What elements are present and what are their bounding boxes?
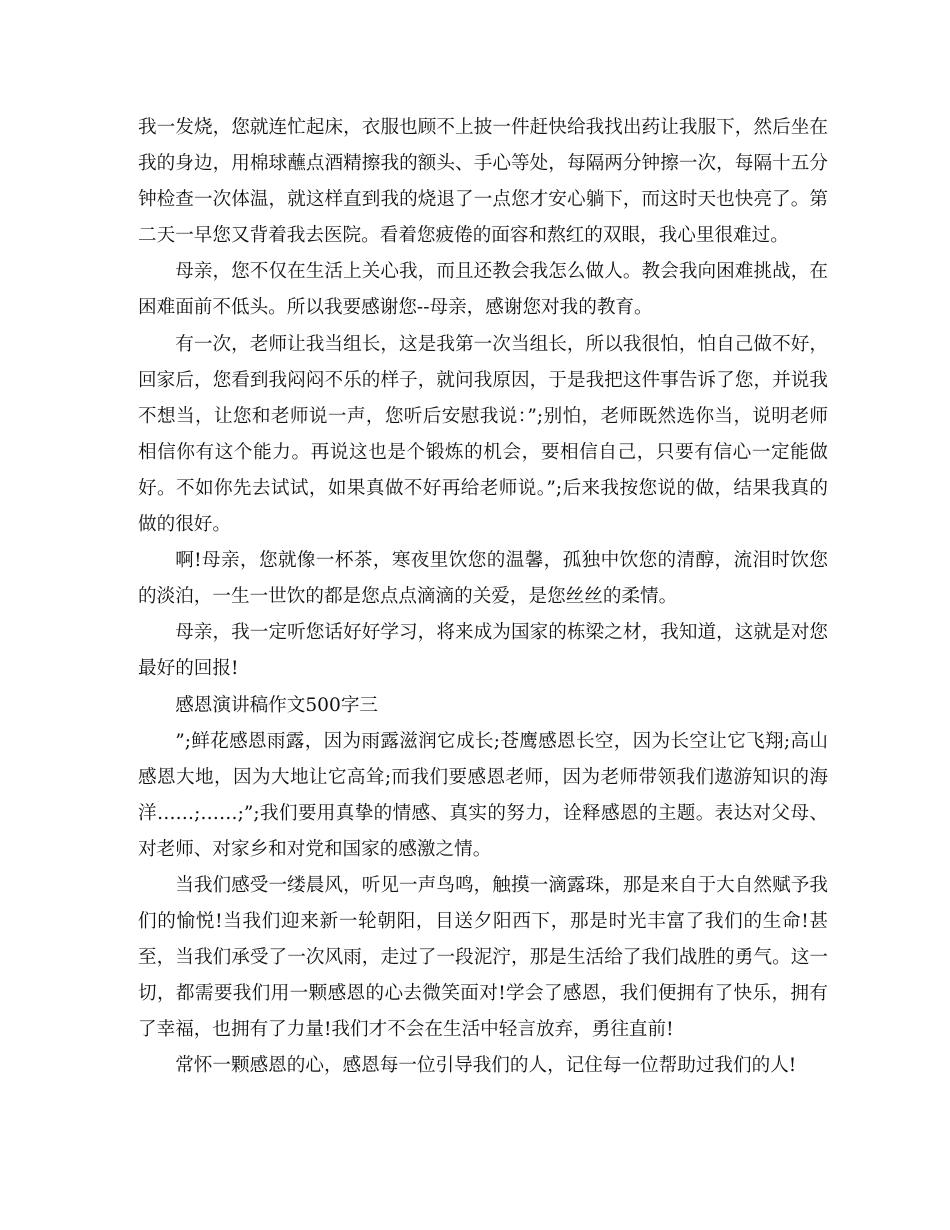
paragraph-gratitude-life: 当我们感受一缕晨风，听见一声鸟鸣，触摸一滴露珠，那是来自于大自然赋予我们的愉悦!当我们迎来新一轮朝阳，目送夕阳西下，那是时光丰富了我们的生命!甚至，当我们承受了一次风雨，走过了一段泥泞，那是生活给了我们战胜的勇气。这一切，都需要我们用一颗感恩的心去微笑面对!学会了感恩，我们便拥有了快乐，拥有了幸福，也拥有了力量!我们才不会在生活中轻言放弃，勇往直前! — [138, 874, 828, 1041]
document-body — [138, 110, 828, 1085]
paragraph-fever-care: 我一发烧，您就连忙起床，衣服也顾不上披一件赶快给我找出药让我服下，然后坐在我的身边，用棉球蘸点酒精擦我的额头、手心等处，每隔两分钟擦一次，每隔十五分钟检查一次体温，就这样直到我的烧退了一点您才安心躺下，而这时天也快亮了。第二天一早您又背着我去医院。看着您疲倦的面容和熬红的双眼，我心里很难过。 — [138, 117, 828, 247]
paragraph-mother-like-tea: 啊!母亲，您就像一杯茶，寒夜里饮您的温馨，孤独中饮您的清醇，流泪时饮您的淡泊，一生一世饮的都是您点点滴滴的关爱，是您丝丝的柔情。 — [138, 550, 828, 608]
paragraph-life-lessons: 母亲，您不仅在生活上关心我，而且还教会我怎么做人。教会我向困难挑战，在困难面前不低头。所以我要感谢您--母亲，感谢您对我的教育。 — [138, 261, 828, 319]
section-heading: 感恩演讲稿作文500字三 — [175, 694, 379, 716]
paragraph-gratitude-nature: ”;鲜花感恩雨露，因为雨露滋润它成长;苍鹰感恩长空，因为长空让它飞翔;高山感恩大地，因为大地让它高耸;而我们要感恩老师，因为老师带领我们遨游知识的海洋……;……;”;我们要用真挚的情感、真实的努力，诠释感恩的主题。表达对父母、对老师、对家乡和对党和国家的感激之情。 — [138, 730, 828, 860]
paragraph-closing: 常怀一颗感恩的心，感恩每一位引导我们的人，记住每一位帮助过我们的人! — [175, 1055, 797, 1077]
paragraph-promise: 母亲，我一定听您话好好学习，将来成为国家的栋梁之材，我知道，这就是对您最好的回报! — [138, 622, 828, 680]
paragraph-group-leader: 有一次，老师让我当组长，这是我第一次当组长，所以我很怕，怕自己做不好，回家后，您看到我闷闷不乐的样子，就问我原因，于是我把这件事告诉了您，并说我不想当，让您和老师说一声，您听后安慰我说：”;别怕，老师既然选你当，说明老师相信你有这个能力。再说这也是个锻炼的机会，要相信自己，只要有信心一定能做好。不如你先去试试，如果真做不好再给老师说。”;后来我按您说的做，结果我真的做的很好。 — [138, 333, 828, 536]
